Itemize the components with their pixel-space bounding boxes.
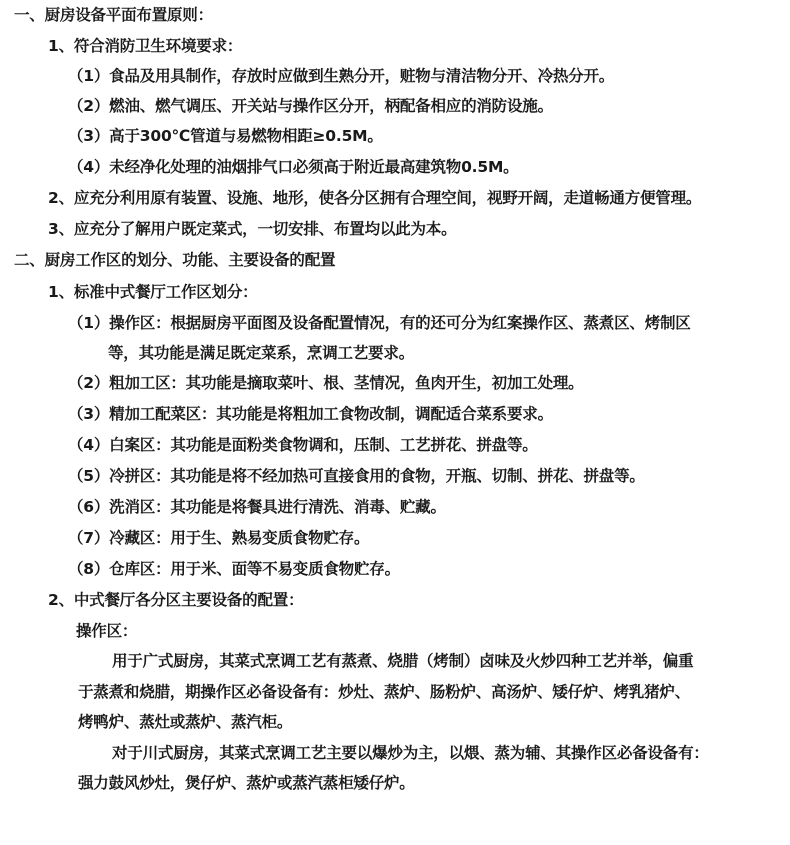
list-item: （8）仓库区：用于米、面等不易变质食物贮存。 bbox=[68, 560, 400, 578]
paragraph-line: 于蒸煮和烧腊，期操作区必备设备有：炒灶、蒸炉、肠粉炉、高汤炉、矮仔炉、烤乳猪炉、 bbox=[78, 683, 691, 701]
list-item: （1）操作区：根据厨房平面图及设备配置情况，有的还可分为红案操作区、蒸煮区、烤制区 bbox=[68, 314, 691, 332]
section-1-heading: 一、厨房设备平面布置原则： bbox=[14, 6, 213, 24]
list-item: （4）白案区：其功能是面粉类食物调和，压制、工艺拼花、拼盘等。 bbox=[68, 436, 538, 454]
paragraph-line: 用于广式厨房，其菜式烹调工艺有蒸煮、烧腊（烤制）卤味及火炒四种工艺并举，偏重 bbox=[112, 652, 694, 670]
section-2-1-heading: 1、标准中式餐厅工作区划分： bbox=[48, 283, 258, 301]
operation-area-label: 操作区： bbox=[76, 622, 138, 640]
list-item: （6）洗消区：其功能是将餐具进行清洗、消毒、贮藏。 bbox=[68, 498, 446, 516]
list-item: （1）食品及用具制作，存放时应做到生熟分开，赃物与清洁物分开、冷热分开。 bbox=[68, 67, 615, 85]
section-1-3-text: 3、应充分了解用户既定菜式，一切安排、布置均以此为本。 bbox=[48, 220, 457, 238]
list-item-continuation: 等，其功能是满足既定菜系，烹调工艺要求。 bbox=[108, 344, 415, 362]
section-1-1-heading: 1、符合消防卫生环境要求： bbox=[48, 37, 243, 55]
paragraph-line: 烤鸭炉、蒸灶或蒸炉、蒸汽柜。 bbox=[78, 713, 293, 731]
section-1-2-text: 2、应充分利用原有装置、设施、地形，使各分区拥有合理空间，视野开阔，走道畅通方便管理。 bbox=[48, 189, 702, 207]
list-item: （2）燃油、燃气调压、开关站与操作区分开，柄配备相应的消防设施。 bbox=[68, 97, 553, 115]
paragraph-line: 强力鼓风炒灶，煲仔炉、蒸炉或蒸汽蒸柜矮仔炉。 bbox=[78, 774, 415, 792]
list-item: （2）粗加工区：其功能是摘取菜叶、根、茎情况，鱼肉开生，初加工处理。 bbox=[68, 374, 584, 392]
list-item: （3）精加工配菜区：其功能是将粗加工食物改制，调配适合菜系要求。 bbox=[68, 405, 553, 423]
section-2-2-heading: 2、中式餐厅各分区主要设备的配置： bbox=[48, 591, 304, 609]
list-item: （3）高于300℃管道与易燃物相距≥0.5M。 bbox=[68, 127, 383, 145]
paragraph-line: 对于川式厨房，其菜式烹调工艺主要以爆炒为主，以煨、蒸为辅、其操作区必备设备有： bbox=[112, 744, 709, 762]
list-item: （4）未经净化处理的油烟排气口必须高于附近最高建筑物0.5M。 bbox=[68, 158, 519, 176]
list-item: （5）冷拼区：其功能是将不经加热可直接食用的食物，开瓶、切制、拼花、拼盘等。 bbox=[68, 467, 645, 485]
section-2-heading: 二、厨房工作区的划分、功能、主要设备的配置 bbox=[14, 251, 336, 269]
list-item: （7）冷藏区：用于生、熟易变质食物贮存。 bbox=[68, 529, 370, 547]
